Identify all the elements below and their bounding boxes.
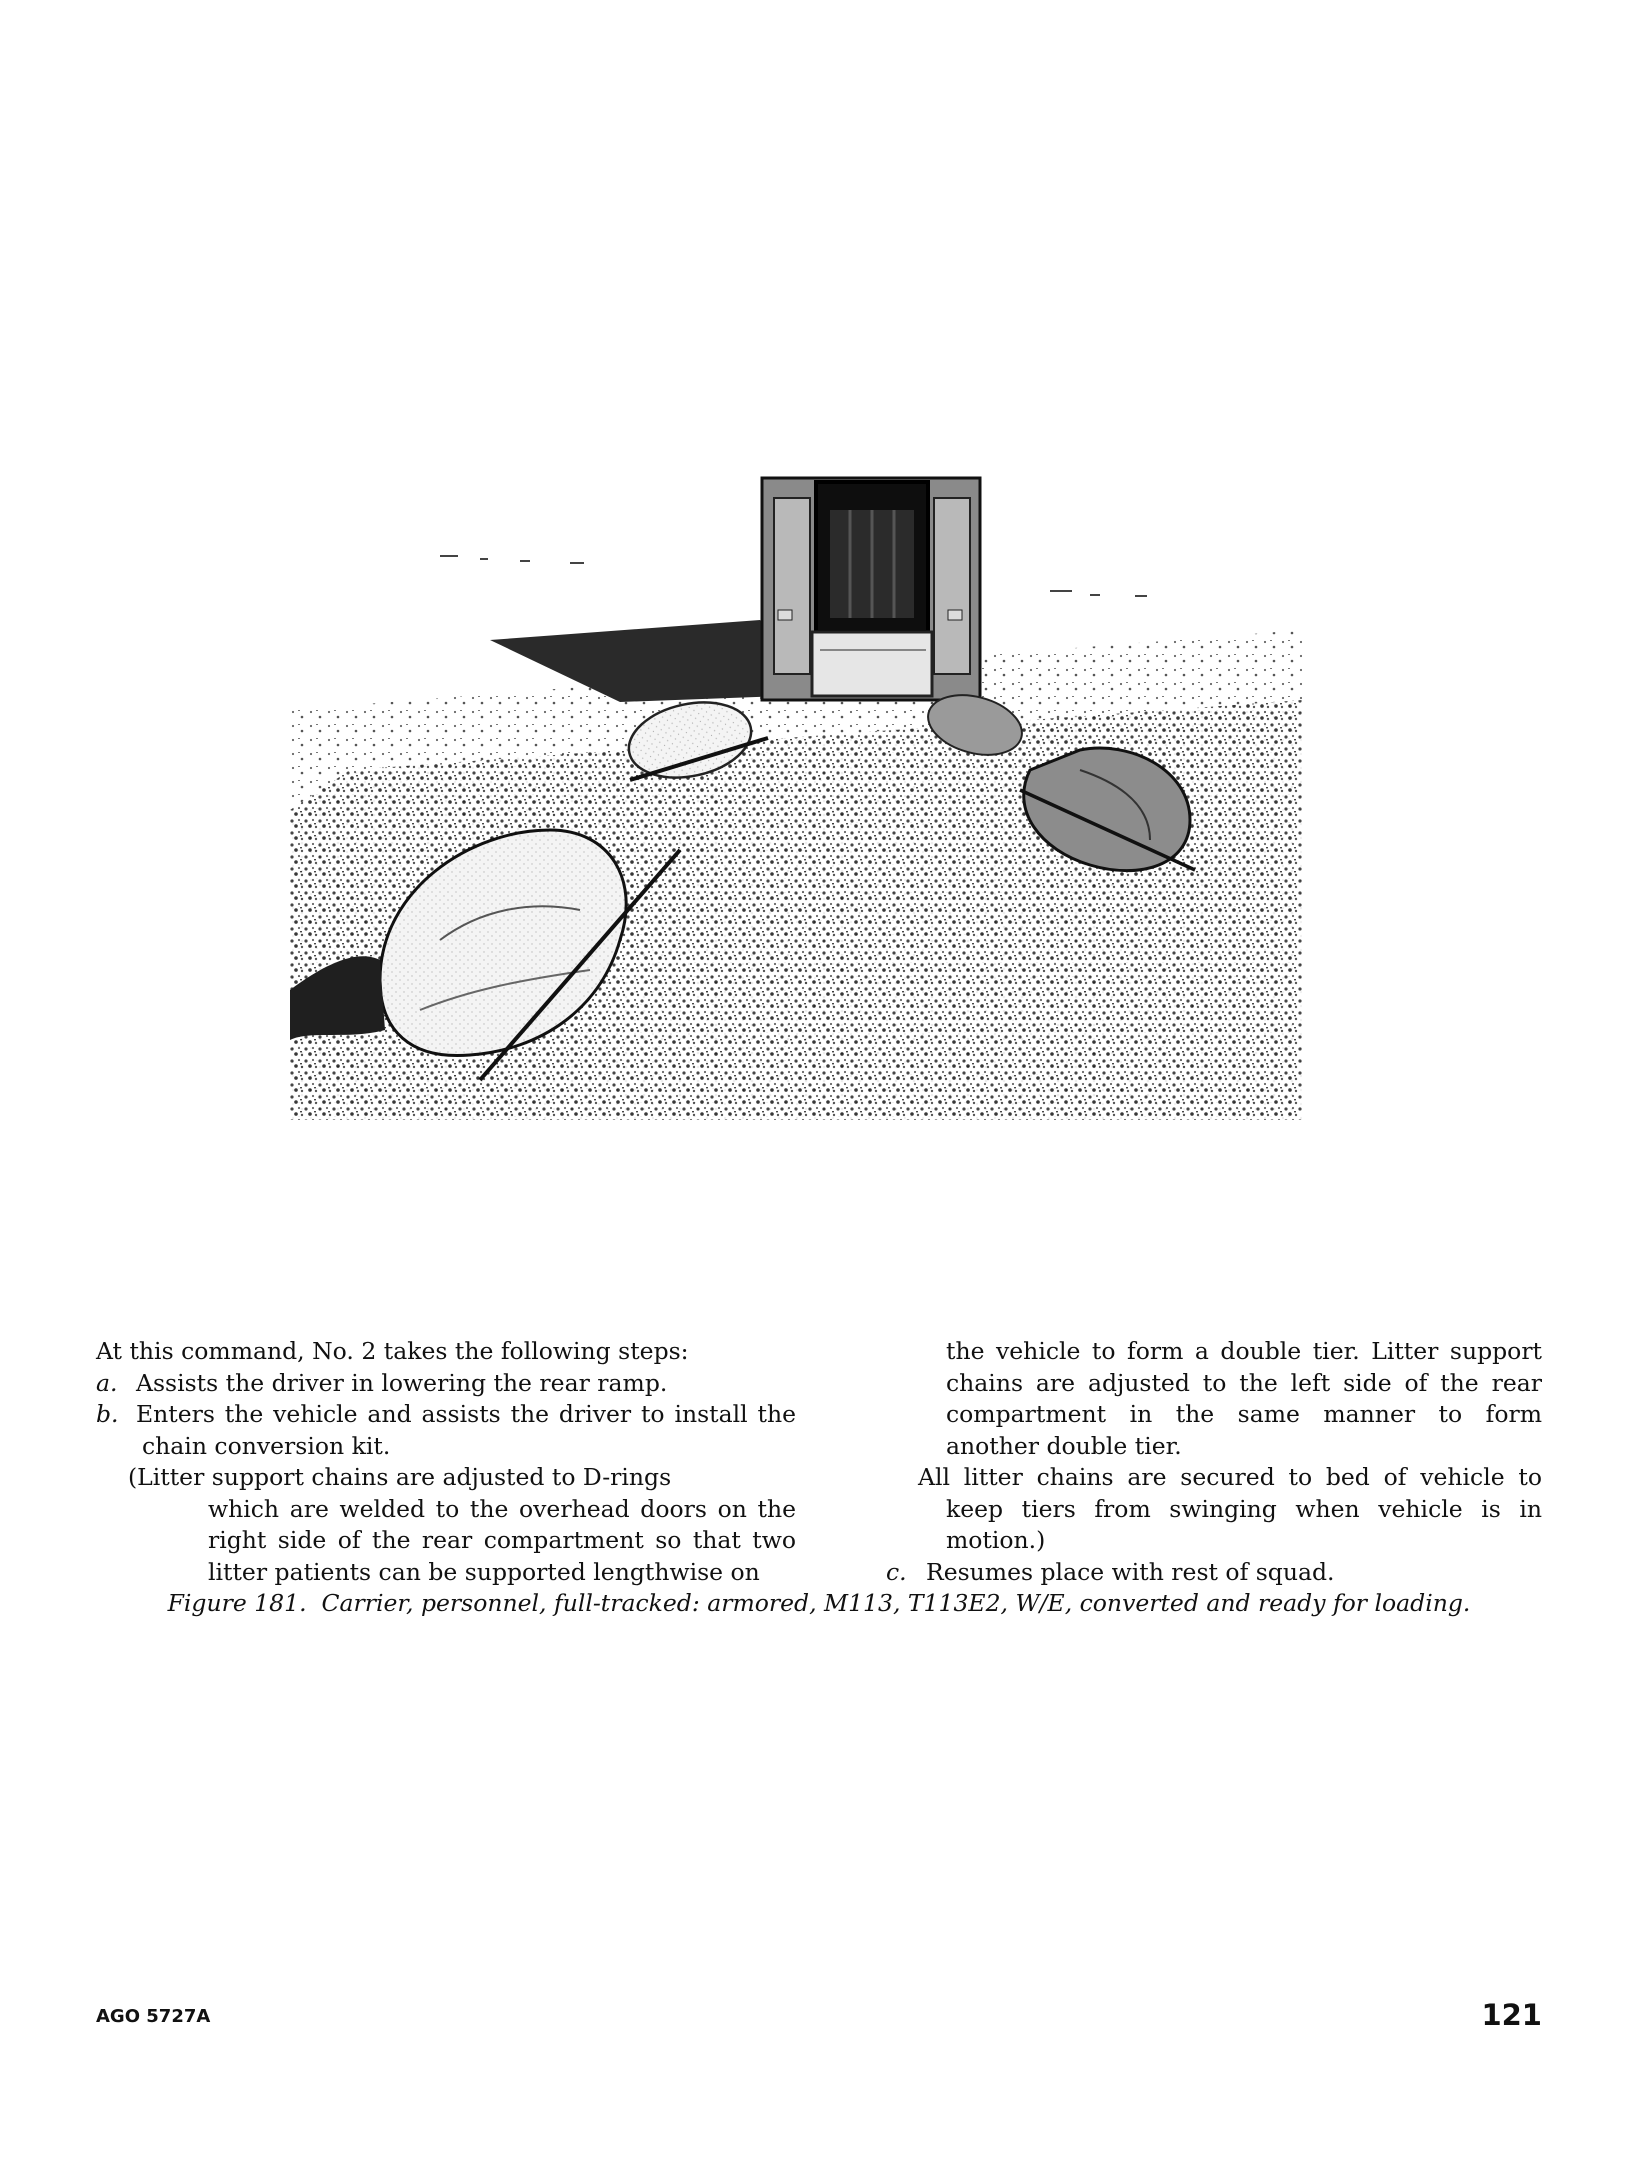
step-b: [96, 1399, 796, 1462]
form-number: AGO 5727A: [96, 2006, 211, 2027]
note-continuation: the vehicle to form a double tier. Litter support chains are adjusted to the left side of the rear compartment in the same manner to form another double tier.: [946, 1337, 1542, 1460]
step-c-label: c.: [886, 1557, 907, 1586]
text-column-right: [830, 1336, 1542, 1588]
note-continued: which are welded to the overhead doors on the right side of the rear compartment so that two litter patients can be supported lengthwise on: [208, 1494, 796, 1586]
intro-paragraph: At this command, No. 2 takes the following steps:: [96, 1337, 689, 1365]
armored-carrier: [762, 478, 980, 700]
figure-photo: [290, 470, 1302, 1120]
step-a-text: Assists the driver in lowering the rear ramp.: [136, 1368, 668, 1397]
step-c-text: Resumes place with rest of squad.: [926, 1557, 1335, 1586]
figure-caption-text: Carrier, personnel, full-tracked: armored, M113, T113E2, W/E, converted and ready for loading.: [321, 1589, 1471, 1617]
step-c: [830, 1557, 1542, 1589]
note-first-line: (Litter support chains are adjusted to D-rings: [128, 1463, 672, 1491]
step-a: [96, 1368, 796, 1400]
text-column-left: [96, 1336, 796, 1588]
step-b-label: b.: [96, 1400, 119, 1428]
step-b-text: Enters the vehicle and assists the driver to install the chain conversion kit.: [136, 1400, 796, 1460]
page-number: 121: [1481, 1998, 1542, 2032]
note-second-paragraph: All litter chains are secured to bed of vehicle to keep tiers from swinging when vehicle is in motion.): [918, 1463, 1542, 1554]
figure-caption: [96, 1588, 1542, 1619]
step-a-label: a.: [96, 1368, 118, 1397]
figure-caption-label: Figure 181.: [167, 1589, 307, 1617]
